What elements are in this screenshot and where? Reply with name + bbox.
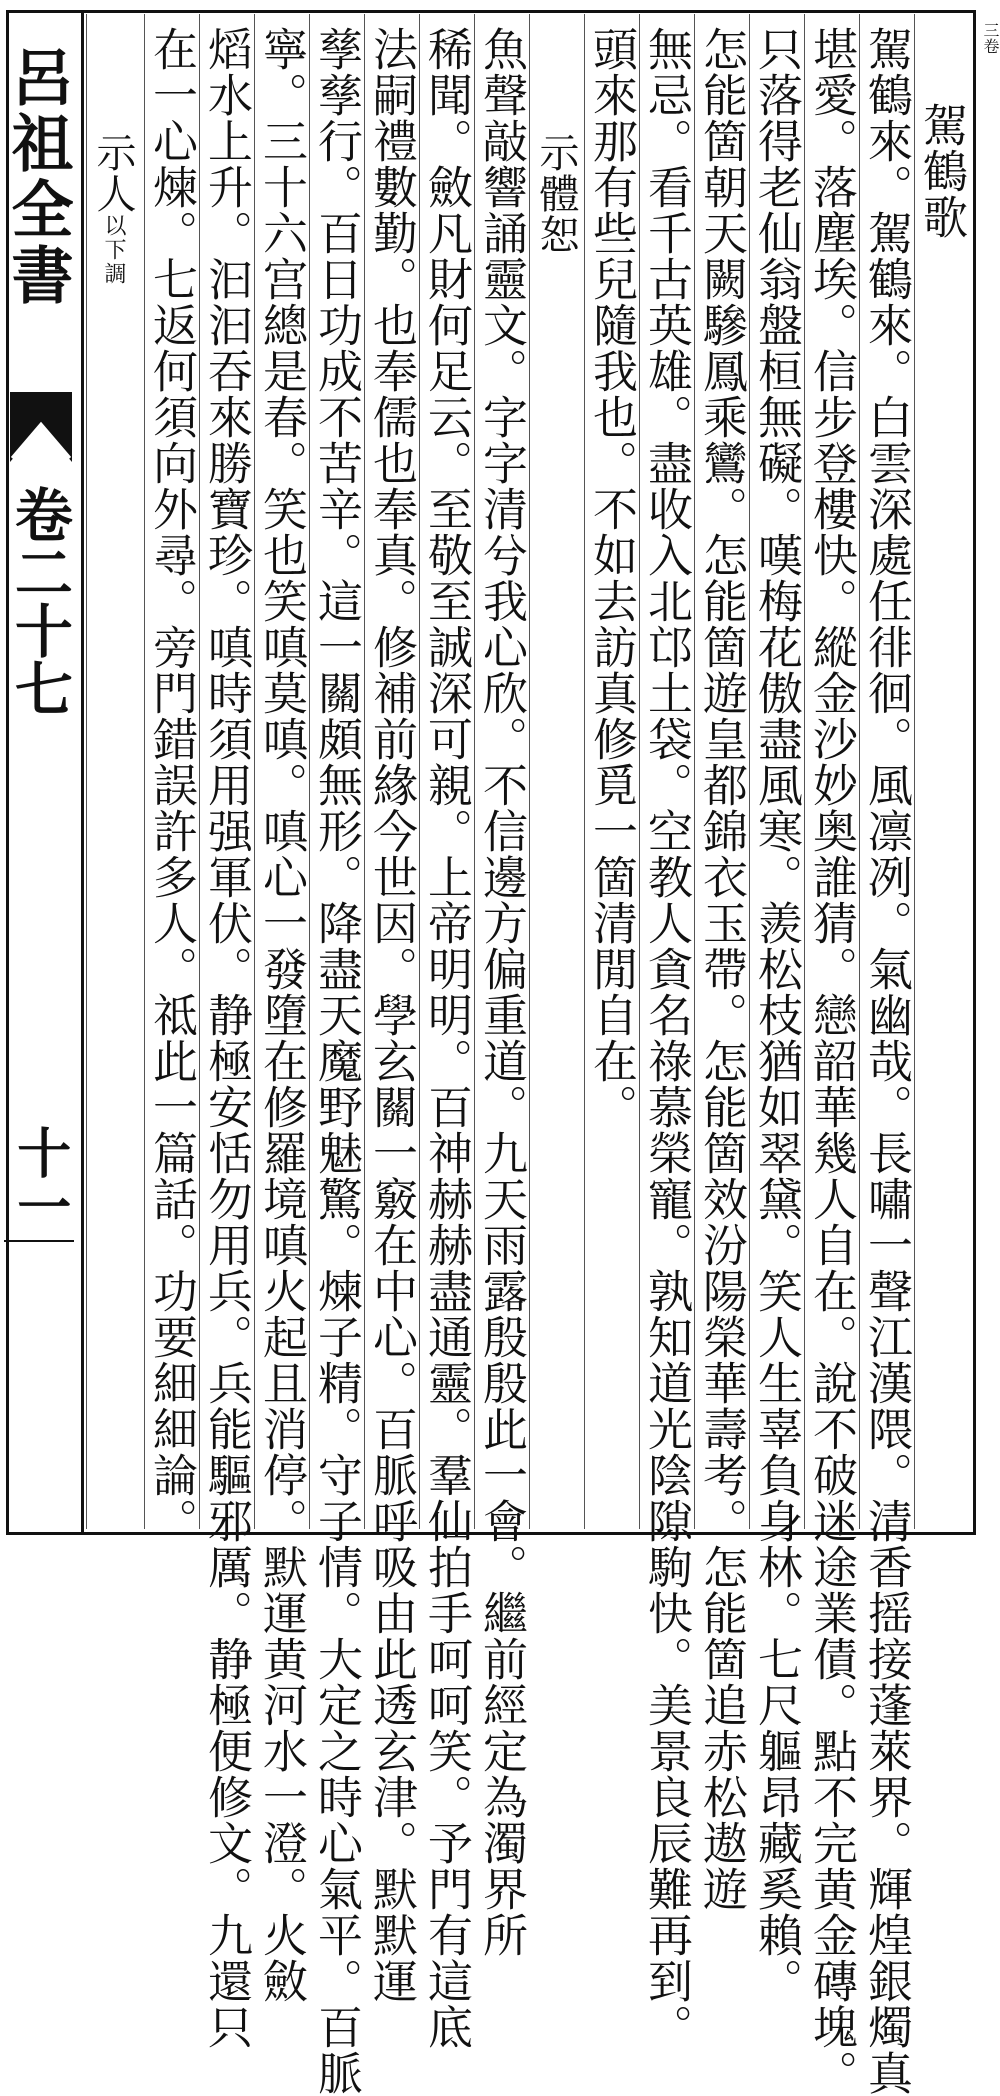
column-5 <box>694 14 748 1912</box>
column-16 <box>86 14 141 1529</box>
text-column: 堪愛。落塵埃。信步登樓快。縱金沙妙奥誰猜。戀韶華幾人自在。說不破迷途業債。點不完黄金磚塊。 <box>805 26 858 2096</box>
text-column: 熖水上升。汩汩吞來勝寶珍。嗔時須用强軍伏。静極安恬勿用兵。兵能驅邪厲。静極便修文。九還只 <box>200 26 253 2050</box>
column-6 <box>639 14 693 2050</box>
column-15 <box>144 14 198 1544</box>
text-column: 怎能箇朝天闕驂鳳乘鸞。怎能箇遊皇都錦衣玉帶。怎能箇效汾陽榮華壽考。怎能箇追赤松遨遊 <box>695 26 748 1912</box>
leaf-number: 十一 <box>8 1125 73 1233</box>
text-column: 頭來那有些兒隨我也。不如去訪真修覓一箇清閒自在。 <box>585 26 638 1130</box>
leaf-rule <box>4 1240 74 1242</box>
corner-mark: 三卷 <box>981 22 1000 54</box>
section-title-text: 示人 <box>90 132 136 214</box>
column-14 <box>199 14 253 2050</box>
text-column: 孳孳行。百日功成不苦辛。這一關頗無形。降盡天魔野魅驚。煉子精。守子情。大定之時心氣平。百脈 <box>310 26 363 2096</box>
section-note: 以下調 <box>101 214 126 286</box>
text-block <box>86 14 968 2096</box>
column-4 <box>749 14 803 2004</box>
poem-title-jiahe-ge: 駕鶴歌 <box>915 102 968 240</box>
text-column: 只落得老仙翁盤桓無礙。嘆梅花傲盡風寒。羨松枝猶如翠黛。笑人生辜負身林。七尺軀昂藏奚賴。 <box>750 26 803 2004</box>
text-column: 魚聲敲響誦靈文。字字清兮我心欣。不信邊方偏重道。九天雨露殷殷此一會。繼前經定為濁界所 <box>475 26 528 1958</box>
column-2 <box>859 14 913 2096</box>
column-8 <box>529 14 581 1529</box>
text-column: 無忌。看千古英雄。盡收入北邙土袋。空教人貪名祿慕榮寵。孰知道光陰隙駒快。美景良辰難再到。 <box>640 26 693 2050</box>
section-title-shi-tishu: 示體恕 <box>533 132 579 255</box>
column-13 <box>254 14 308 2004</box>
column-3 <box>804 14 858 2096</box>
column-7 <box>584 14 636 1529</box>
text-column: 寧。三十六宫總是春。笑也笑嗔莫嗔。嗔心一發墮在修羅境嗔火起且消停。默運黄河水一澄。火斂 <box>255 26 308 2004</box>
fishtail-ornament <box>10 392 72 462</box>
column-11 <box>364 14 418 2004</box>
text-column: 在一心煉。七返何須向外尋。旁門錯誤許多人。祗此一篇話。功要細細論。 <box>145 26 198 1544</box>
text-column: 稀聞。斂凡財何足云。至敬至誠深可親。上帝明明。百神赫赫盡通靈。羣仙拍手呵呵笑。予門有這底 <box>420 26 473 2050</box>
section-title-shi-ren <box>87 132 139 286</box>
text-column: 駕鶴來。駕鶴來。白雲深處任徘徊。風凛冽。氣幽哉。長嘯一聲江漢隈。清香摇接蓬萊界。輝煌銀燭真 <box>860 26 913 2096</box>
text-column: 法嗣禮數勤。也奉儒也奉真。修補前緣今世因。學玄關一竅在中心。百脈呼吸由此透玄津。默默運 <box>365 26 418 2004</box>
book-title: 呂祖全書 <box>1 45 74 309</box>
juan-label: 卷二十七 <box>4 485 73 717</box>
column-10 <box>419 14 473 2050</box>
column-12 <box>309 14 363 2096</box>
column-9 <box>474 14 528 1958</box>
column-1 <box>914 14 966 1529</box>
